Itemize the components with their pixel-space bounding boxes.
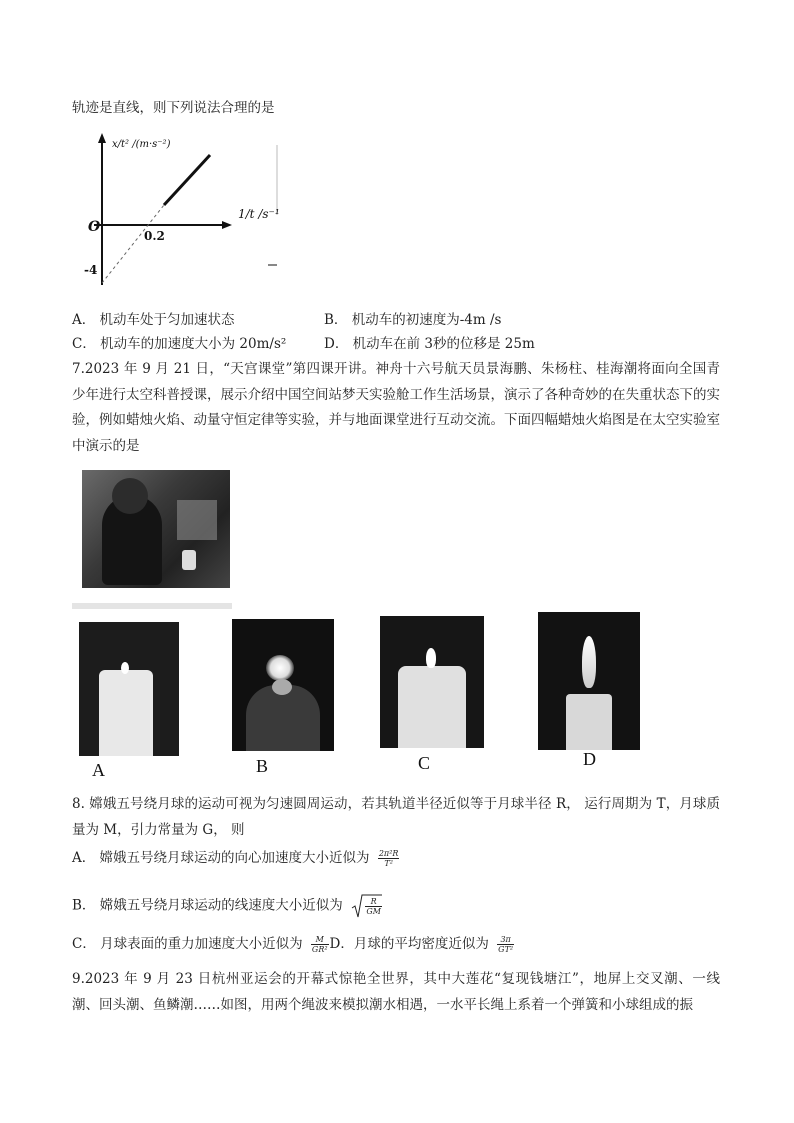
q6-intro: 轨迹是直线，则下列说法合理的是 [72,100,275,116]
candle-photo-b [232,619,334,751]
data-line [164,155,210,205]
q8-option-a [72,848,403,868]
fraction-numerator: 2π²R [378,849,399,858]
fraction-numerator: M [311,935,329,945]
q6-option-c: C． 机动车的加速度大小为 20m/s² [72,336,287,352]
q8-option-b [72,893,386,919]
candle-photo-d [538,612,640,750]
q8-option-c-fraction [311,935,329,954]
candle-photo-a [79,622,179,756]
q9-text: 9.2023 年 9 月 23 日杭州亚运会的开幕式惊艳全世界，其中大莲花“复现钱塘江”，地屏上交叉潮、一线潮、回头潮、鱼鳞潮……如图，用两个绳波来模拟潮水相遇，一水平长绳上系着一个弹簧和小球组成的振 [72,971,720,1013]
q6-graph [80,125,280,295]
q8-option-d-fraction [497,935,514,954]
x-axis-label: 1/t /s⁻¹ [238,207,280,221]
y-axis-arrow [98,133,106,143]
q8-option-a-text: A． 嫦娥五号绕月球运动的向心加速度大小近似为 [72,850,370,866]
y-axis-label: x/t² /(m·s⁻²) [112,139,171,150]
q8-option-b-text: B． 嫦娥五号绕月球运动的线速度大小近似为 [72,897,343,914]
q8-text: 8. 嫦娥五号绕月球的运动可视为匀速圆周运动，若其轨道半径近似等于月球半径 R， 运行周期为 T，月球质量为 M，引力常量为 G， 则 [72,796,720,838]
caption-c: C [418,753,431,773]
fraction-numerator: R [365,897,382,907]
q6-option-d: D． 机动车在前 3秒的位移是 25m [324,336,535,352]
astronaut-photo [82,470,230,588]
y-tick-label: -4 [84,263,98,277]
caption-d: D [583,749,596,769]
q8-option-c [72,934,518,954]
caption-b: B [256,756,269,776]
q8-option-d-text: D．月球的平均密度近似为 [329,936,489,952]
fraction-denominator: T² [384,859,393,868]
x-axis-arrow [222,221,232,229]
fraction-numerator: 3π [497,935,514,945]
candle-photo-c [380,616,484,748]
fraction-denominator: GR² [311,945,328,954]
origin-label: O [88,219,101,235]
q8-option-b-fraction [365,897,382,916]
caption-a: A [92,760,105,780]
fraction-denominator: GT² [498,945,514,954]
q6-option-a: A． 机动车处于匀加速状态 [72,312,235,328]
q8-option-a-fraction [378,849,400,868]
q7-text: 7.2023 年 9 月 21 日，“天宫课堂”第四课开讲。神舟十六号航天员景海鹏、朱杨柱、桂海潮将面向全国青少年进行太空科普授课，展示介绍中国空间站梦天实验舱工作生活场景，演示了各种奇妙的在失重状态下的实验，例如蜡烛火焰、动量守恒定律等实验，并与地面课堂进行互动交流。下面四幅蜡烛火焰图是在太空实验室中演示的是 [72,361,720,454]
q8-option-c-text: C． 月球表面的重力加速度大小近似为 [72,936,303,952]
dashed-extension [102,205,164,283]
q6-option-b: B． 机动车的初速度为-4m /s [324,312,502,328]
x-tick-label: 0.2 [144,229,165,243]
fraction-denominator: GM [366,906,381,916]
